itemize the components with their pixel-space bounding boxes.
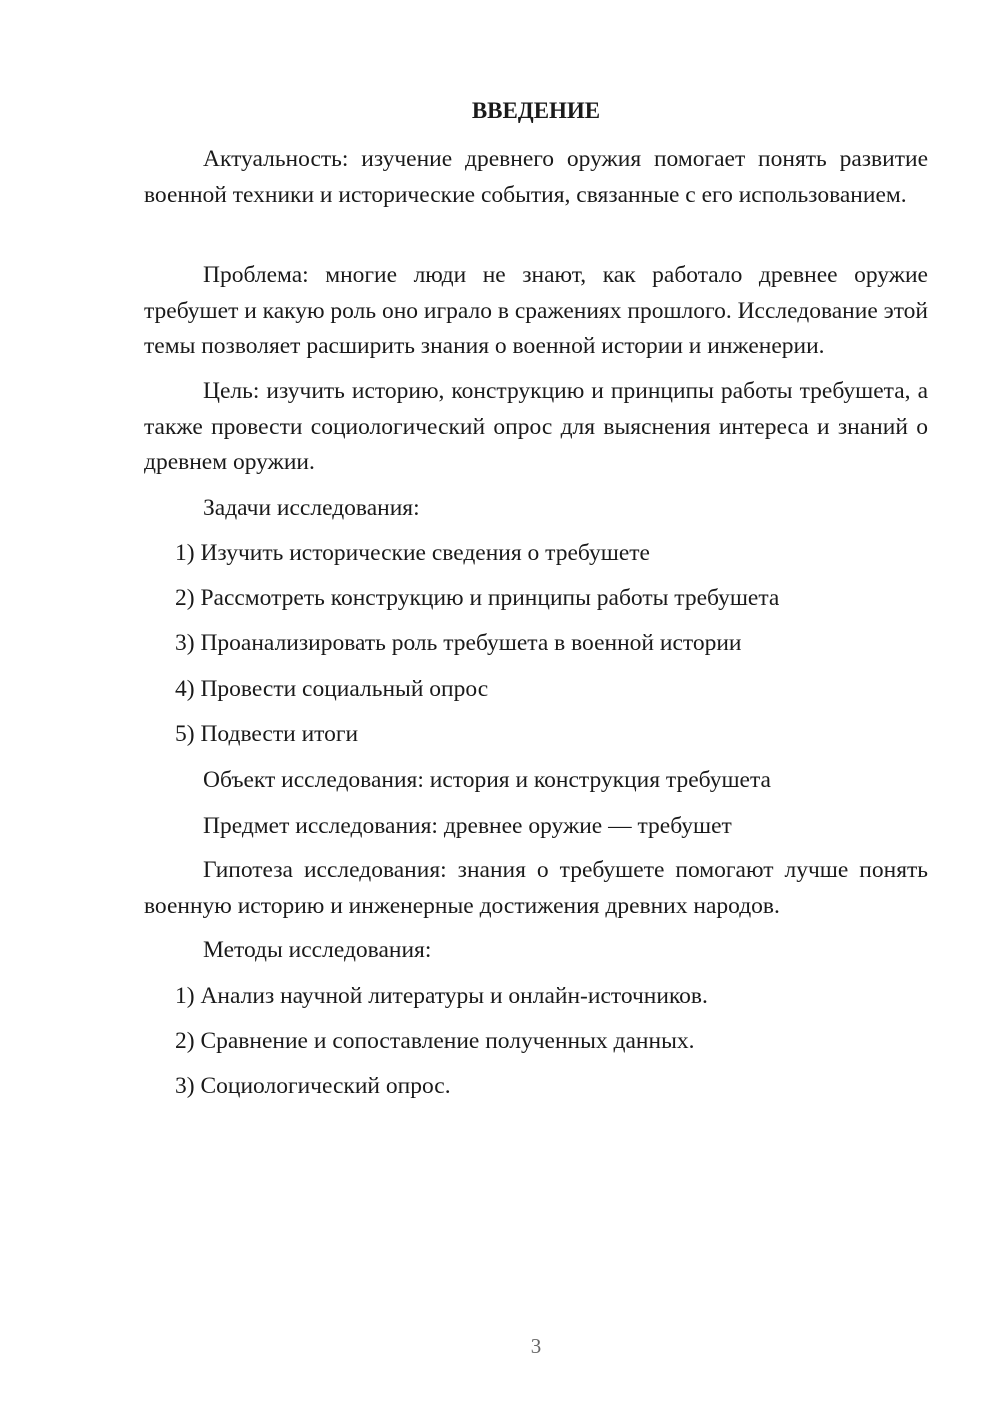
task-item: 1) Изучить исторические сведения о требушете bbox=[175, 540, 650, 566]
page-number: 3 bbox=[530, 1334, 542, 1358]
goal-paragraph: Цель: изучить историю, конструкцию и принципы работы требушета, а также провести социологический опрос для выяснения интереса и знаний о древнем оружии. bbox=[144, 378, 928, 475]
task-item: 3) Проанализировать роль требушета в военной истории bbox=[175, 630, 742, 656]
task-item: 2) Рассмотреть конструкцию и принципы работы требушета bbox=[175, 585, 780, 611]
task-item: 5) Подвести итоги bbox=[175, 721, 359, 747]
research-object: Объект исследования: история и конструкция требушета bbox=[203, 767, 771, 793]
page-title: ВВЕДЕНИЕ bbox=[471, 98, 601, 123]
method-item: 3) Социологический опрос. bbox=[175, 1073, 451, 1099]
hypothesis-paragraph: Гипотеза исследования: знания о требушете помогают лучше понять военную историю и инженерные достижения древних народов. bbox=[144, 857, 928, 919]
research-subject: Предмет исследования: древнее оружие — требушет bbox=[203, 813, 732, 839]
tasks-title: Задачи исследования: bbox=[203, 495, 420, 521]
methods-title: Методы исследования: bbox=[203, 937, 432, 963]
method-item: 1) Анализ научной литературы и онлайн-источников. bbox=[175, 983, 708, 1009]
problem-paragraph: Проблема: многие люди не знают, как работало древнее оружие требушет и какую роль оно играло в сражениях прошлого. Исследование этой темы позволяет расширить знания о военной истории и инженерии. bbox=[144, 262, 929, 359]
relevance-paragraph: Актуальность: изучение древнего оружия помогает понять развитие военной техники и исторические события, связанные с его использованием. bbox=[144, 146, 928, 208]
method-item: 2) Сравнение и сопоставление полученных данных. bbox=[175, 1028, 695, 1054]
task-item: 4) Провести социальный опрос bbox=[175, 676, 489, 702]
